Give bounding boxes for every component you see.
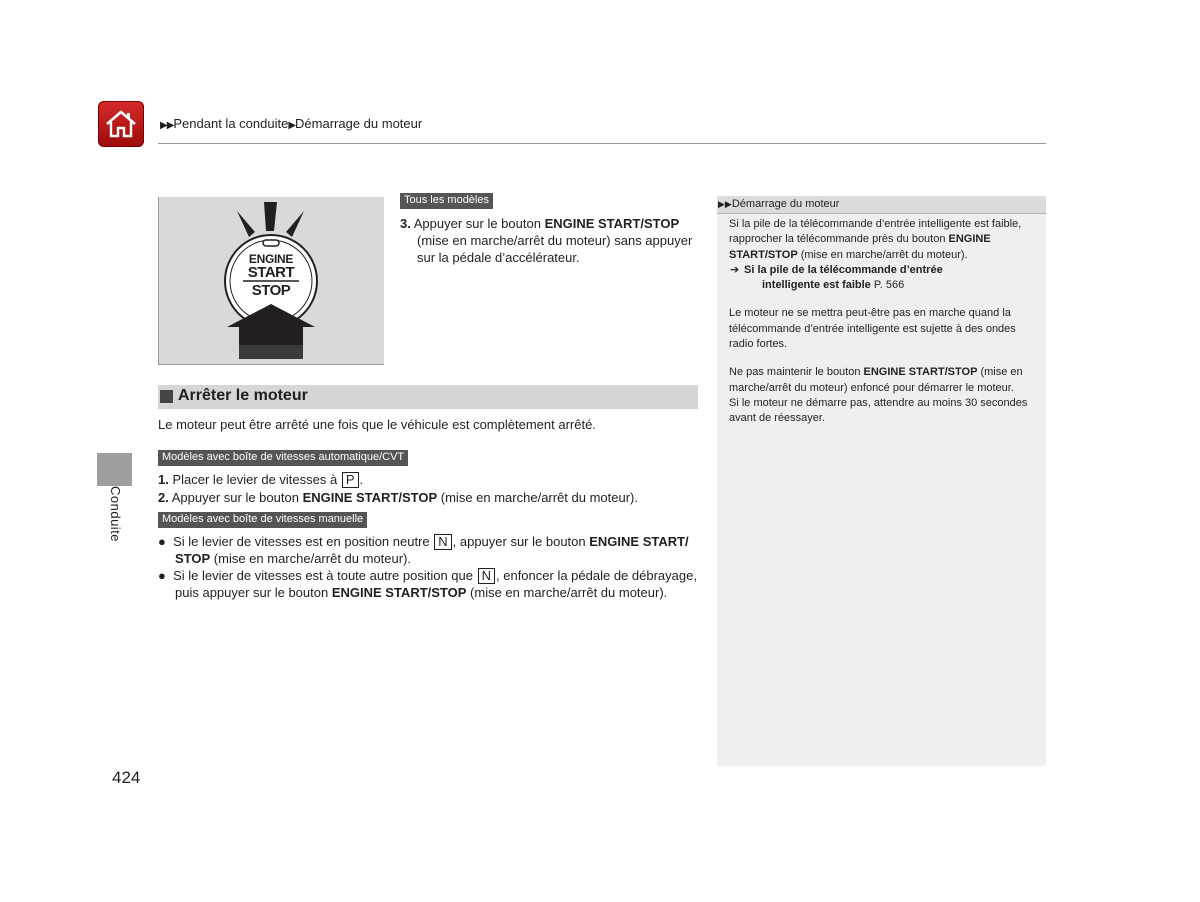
note-p1-line3 [729, 248, 1039, 263]
manual-bullet-1-bold: ENGINE START/ [589, 534, 689, 549]
note-p1-line2-bold: ENGINE [948, 233, 991, 246]
note-reference-link-line2[interactable] [729, 278, 1039, 293]
tag-automatic-models: Modèles avec boîte de vitesses automatique/CVT [158, 450, 408, 466]
manual-bullet-1-end: (mise en marche/arrêt du moteur). [210, 551, 412, 566]
breadcrumb-arrow-icon: ▶▶ [160, 120, 174, 131]
ray-icon [286, 211, 304, 237]
bullet-icon: ● [158, 534, 166, 549]
step-3 [400, 215, 700, 232]
manual-bullet-1 [158, 533, 689, 550]
note-p1-line2-text: rapprocher la télécommande près du bouton [729, 233, 949, 246]
gear-key-p: P [342, 472, 359, 488]
step-3-continued: (mise en marche/arrêt du moteur) sans appuyer sur la pédale d’accélérateur. [417, 233, 693, 265]
auto-step-2-end: (mise en marche/arrêt du moteur). [437, 490, 639, 505]
note-p1-line3-text: (mise en marche/arrêt du moteur). [797, 248, 968, 261]
manual-bullet-2-bold: ENGINE START/STOP [331, 585, 467, 600]
manual-bullet-2-mid: , enfoncer la pédale de débrayage, [496, 568, 697, 583]
breadcrumb-arrow-icon: ▶ [288, 120, 296, 131]
gear-key-n: N [478, 568, 495, 584]
auto-step-2-bold: ENGINE START/STOP [302, 490, 438, 505]
step-3-bold: ENGINE START/STOP [544, 216, 680, 231]
note-ref-line2-bold: intelligente est faible [762, 279, 871, 292]
auto-step-2-number: 2. [158, 490, 169, 505]
note-p3-line1-text: Ne pas maintenir le bouton [729, 366, 864, 379]
note-p1-line3-bold: START/STOP [729, 248, 798, 261]
manual-bullet-1-bold2: STOP [175, 551, 211, 566]
manual-bullet-1-text: Si le levier de vitesses est en position neutre [173, 534, 430, 549]
note-p1-line1: Si la pile de la télécommande d’entrée intelligente est faible, [729, 218, 1022, 230]
manual-bullet-2-text: Si le levier de vitesses est à toute autre position que [173, 568, 473, 583]
breadcrumb [160, 116, 422, 131]
step-3-number: 3. [400, 216, 411, 231]
side-note-header [717, 196, 1046, 214]
button-label-stop: STOP [251, 282, 291, 299]
manual-bullet-1-mid: , appuyer sur le bouton [452, 534, 590, 549]
header-divider [158, 143, 1046, 144]
engine-button-illustration [158, 197, 384, 365]
reference-arrow-icon: ➔ [730, 263, 740, 276]
auto-step-2-text: Appuyer sur le bouton [171, 490, 303, 505]
note-ref-page: P. 566 [870, 279, 905, 292]
manual-bullet-1-line2 [175, 550, 411, 567]
side-note-body [729, 217, 1039, 427]
manual-bullet-2-end: (mise en marche/arrêt du moteur). [466, 585, 668, 600]
note-reference-link[interactable] [729, 263, 1039, 278]
breadcrumb-link-1[interactable]: Pendant la conduite [173, 116, 289, 131]
home-icon [104, 109, 138, 139]
ray-icon [264, 202, 277, 231]
auto-step-1-number: 1. [158, 472, 169, 487]
button-label-engine: ENGINE [248, 252, 294, 266]
bullet-icon: ● [158, 568, 166, 583]
section-title: Arrêter le moteur [178, 387, 308, 404]
manual-bullet-2-line2 [175, 584, 667, 601]
note-ref-line1: Si la pile de la télécommande d’entrée [744, 263, 943, 276]
note-p3-line1-bold: ENGINE START/STOP [863, 366, 978, 379]
note-p3-line3: Si le moteur ne démarre pas, attendre au moins 30 secondes [729, 396, 1028, 409]
chapter-label: Conduite [108, 486, 123, 543]
manual-bullet-2 [158, 567, 697, 584]
note-marker-icon: ▶▶ [718, 199, 732, 209]
button-label-start: START [247, 264, 295, 281]
tag-manual-models: Modèles avec boîte de vitesses manuelle [158, 512, 367, 528]
note-p2-line2: télécommande d’entrée intelligente est sujette à des ondes [729, 322, 1016, 335]
auto-step-1-text: Placer le levier de vitesses à [172, 472, 338, 487]
ray-icon [237, 211, 255, 237]
auto-step-1 [158, 471, 363, 488]
breadcrumb-link-2[interactable]: Démarrage du moteur [295, 116, 423, 131]
gear-key-n: N [434, 534, 451, 550]
side-note-title: Démarrage du moteur [731, 198, 840, 210]
step-3-text-pre: Appuyer sur le bouton [413, 216, 545, 231]
section-intro: Le moteur peut être arrêté une fois que le véhicule est complètement arrêté. [158, 417, 596, 432]
chapter-tab [97, 453, 132, 486]
home-button[interactable] [98, 101, 144, 147]
note-p3-line1 [729, 365, 1039, 380]
tag-all-models: Tous les modèles [400, 193, 493, 209]
page-number: 424 [112, 768, 141, 787]
manual-bullet-2-line2-text: puis appuyer sur le bouton [175, 585, 332, 600]
auto-step-2 [158, 489, 638, 506]
section-heading [158, 385, 698, 409]
section-square-icon [160, 390, 173, 403]
note-p3-line2: marche/arrêt du moteur) enfoncé pour démarrer le moteur. [729, 381, 1014, 394]
note-p2-line3: radio fortes. [729, 338, 788, 351]
note-p3-line1-end: (mise en [977, 366, 1023, 379]
note-p3-line4: avant de réessayer. [729, 412, 826, 425]
note-p2-line1: Le moteur ne se mettra peut-être pas en marche quand la [729, 307, 1011, 320]
auto-step-1-end: . [359, 472, 364, 487]
note-p1-line2 [729, 232, 1039, 247]
